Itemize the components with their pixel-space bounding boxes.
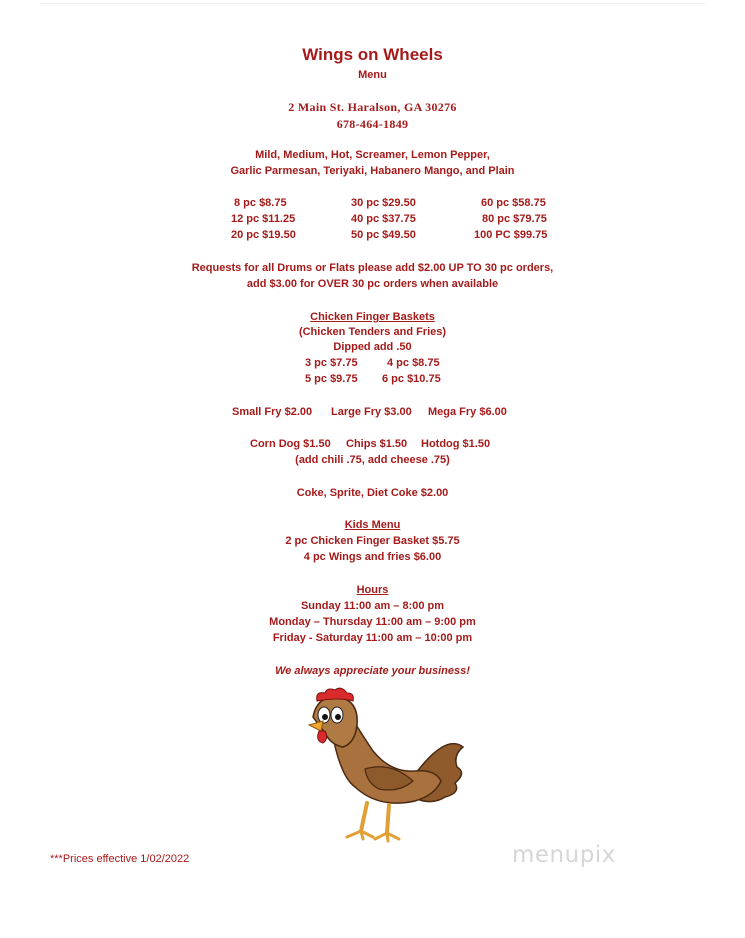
- requests-line-1: Requests for all Drums or Flats please add $2.00 UP TO 30 pc orders,: [191, 262, 554, 274]
- chicken-illustration: [295, 685, 470, 847]
- finger-price-6: 6 pc $10.75: [382, 373, 441, 385]
- chicken-finger-heading: Chicken Finger Baskets: [310, 311, 435, 323]
- prices-effective-note: ***Prices effective 1/02/2022: [50, 853, 190, 865]
- hours-fri-sat: Friday - Saturday 11:00 am – 10:00 pm: [272, 632, 473, 644]
- hours-mon-thu: Monday – Thursday 11:00 am – 9:00 pm: [269, 616, 476, 628]
- drinks: Coke, Sprite, Diet Coke $2.00: [296, 487, 449, 499]
- wing-price-8: 8 pc $8.75: [234, 197, 287, 209]
- finger-price-4: 4 pc $8.75: [387, 357, 440, 369]
- wing-price-60: 60 pc $58.75: [481, 197, 546, 209]
- chicken-legs: [361, 803, 389, 833]
- flavors-line-2: Garlic Parmesan, Teriyaki, Habanero Mango, and Plain: [230, 165, 515, 177]
- kids-item-1: 2 pc Chicken Finger Basket $5.75: [285, 535, 460, 547]
- fry-large: Large Fry $3.00: [331, 406, 412, 418]
- phone-number: 678-464-1849: [336, 117, 409, 131]
- hours-heading: Hours: [356, 584, 389, 596]
- menupix-watermark: menupix: [512, 842, 616, 868]
- kids-menu-heading: Kids Menu: [344, 519, 401, 531]
- wing-price-20: 20 pc $19.50: [231, 229, 296, 241]
- side-chips: Chips $1.50: [346, 438, 408, 450]
- chicken-beak: [309, 721, 323, 731]
- finger-price-5: 5 pc $9.75: [305, 373, 358, 385]
- top-divider: [40, 3, 705, 4]
- kids-item-2: 4 pc Wings and fries $6.00: [303, 551, 442, 563]
- wing-price-80: 80 pc $79.75: [482, 213, 547, 225]
- wing-price-12: 12 pc $11.25: [231, 213, 296, 225]
- wing-price-100: 100 PC $99.75: [474, 229, 548, 241]
- side-hotdog: Hotdog $1.50: [421, 438, 491, 450]
- fry-mega: Mega Fry $6.00: [428, 406, 507, 418]
- chicken-feet: [347, 831, 399, 841]
- finger-price-3: 3 pc $7.75: [305, 357, 358, 369]
- address: 2 Main St. Haralson, GA 30276: [288, 100, 457, 114]
- wing-price-30: 30 pc $29.50: [351, 197, 416, 209]
- chicken-finger-desc: (Chicken Tenders and Fries): [298, 326, 447, 338]
- restaurant-title: Wings on Wheels: [302, 45, 443, 64]
- chicken-finger-dipped: Dipped add .50: [333, 341, 412, 353]
- fry-small: Small Fry $2.00: [232, 406, 313, 418]
- requests-line-2: add $3.00 for OVER 30 pc orders when available: [246, 278, 499, 290]
- chicken-wattle: [318, 731, 327, 743]
- thank-you-note: We always appreciate your business!: [275, 665, 470, 677]
- menu-subtitle: Menu: [358, 69, 387, 81]
- hours-sunday: Sunday 11:00 am – 8:00 pm: [300, 600, 445, 612]
- chicken-comb: [317, 688, 354, 701]
- wing-price-40: 40 pc $37.75: [351, 213, 416, 225]
- wing-price-50: 50 pc $49.50: [351, 229, 416, 241]
- side-addons: (add chili .75, add cheese .75): [295, 454, 450, 466]
- side-corndog: Corn Dog $1.50: [250, 438, 331, 450]
- flavors-line-1: Mild, Medium, Hot, Screamer, Lemon Pepper,: [255, 149, 490, 161]
